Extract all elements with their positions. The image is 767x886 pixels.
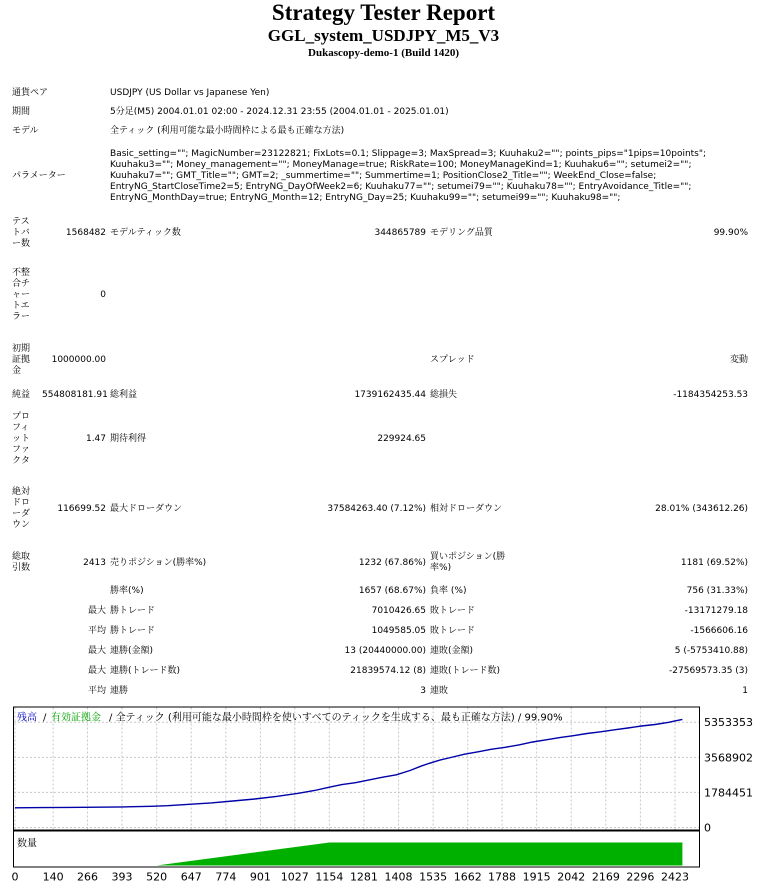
y-tick-label: 3568902 xyxy=(704,751,753,765)
x-tick-label: 1788 xyxy=(488,870,517,884)
trades-value: 2413 xyxy=(83,557,107,568)
gross-profit-value: 1739162435.44 xyxy=(354,389,427,400)
win-value: 1657 (68.67%) xyxy=(358,585,427,596)
legend-balance: 残高 xyxy=(17,712,37,724)
avg-label: 平均 xyxy=(88,685,107,696)
model-label: モデル xyxy=(12,125,39,136)
mismatch-label: 不整合チャートエラー xyxy=(12,267,31,322)
x-tick-label: 1281 xyxy=(349,870,378,884)
gross-loss-value: -1184354253.53 xyxy=(673,389,749,400)
loss-label: 負率 (%) xyxy=(430,585,467,596)
ticks-value: 344865789 xyxy=(374,227,427,238)
avg-cons-loss-value: 1 xyxy=(742,685,749,696)
x-tick-label: 1154 xyxy=(315,870,344,884)
avg-label: 平均 xyxy=(88,625,107,636)
server-build: Dukascopy-demo-1 (Build 1420) xyxy=(308,47,459,59)
params-value: Basic_setting=""; MagicNumber=23122821; FixLots=0.1; Slippage=3; MaxSpread=3; Kuuhaku2=""; points_pips="1pips=10points"; Kuuhaku3=""; Money_management=""; MoneyManage=true; RiskRate=100; MoneyManageKind=1; Kuuhaku6=""; setumei2=""; Kuuhaku7=""; GMT_Title=""; GMT=2; _summertime=""; Summertime=1; PositionClose2_Title=""; WeekEnd_Close=false; EntryNG_StartCloseTime2=5; EntryNG_DayOfWeek2=6; Kuuhaku77=""; setumei79=""; Kuuhaku78=""; EntryAvoidance_Title=""; EntryNG_MonthDay=true; EntryNG_Month=12; EntryNG_Day=25; Kuuhaku99=""; setumei99=""; Kuuhaku98=""; xyxy=(110,148,707,203)
cons-losses-money-value: 5 (-5753410.88) xyxy=(674,645,749,656)
expected-label: 期待利得 xyxy=(110,433,147,444)
params-label: パラメーター xyxy=(12,170,66,181)
max-loss-label: 敗トレード xyxy=(430,605,476,616)
x-tick-label: 140 xyxy=(42,870,64,884)
max-win-label: 勝トレード xyxy=(110,605,156,616)
avg-win-label: 勝トレード xyxy=(110,625,156,636)
bars-value: 1568482 xyxy=(65,227,107,238)
gross-profit-label: 総利益 xyxy=(110,389,138,400)
report-title: Strategy Tester Report xyxy=(271,0,496,25)
trades-label: 総取引数 xyxy=(12,552,31,573)
bars-label: テストバー数 xyxy=(12,216,31,249)
net-value: 554808181.91 xyxy=(42,389,108,400)
max-label: 最大 xyxy=(88,645,107,656)
rel-dd-value: 28.01% (343612.26) xyxy=(655,503,749,514)
short-label: 売りポジション(勝率%) xyxy=(110,557,207,568)
quality-label: モデリング品質 xyxy=(430,227,493,238)
avg-cons-loss-label: 連敗 xyxy=(430,685,449,696)
x-tick-label: 2296 xyxy=(626,870,655,884)
period-value: 5分足(M5) 2004.01.01 02:00 - 2024.12.31 23:55 (2004.01.01 - 2025.01.01) xyxy=(110,106,449,117)
pf-label: プロフィットファクタ xyxy=(12,411,31,466)
avg-loss-value: -1566606.16 xyxy=(690,625,749,636)
symbol-value: USDJPY (US Dollar vs Japanese Yen) xyxy=(110,87,270,98)
legend-desc: / 全ティック (利用可能な最小時間枠を使いすべてのティックを生成する、最も正確な方法) / 99.90% xyxy=(109,712,563,724)
avg-cons-win-label: 連勝 xyxy=(110,685,129,696)
deposit-value: 1000000.00 xyxy=(51,354,107,365)
win-label: 勝率(%) xyxy=(110,585,144,596)
y-axis-labels xyxy=(704,716,753,834)
short-value: 1232 (67.86%) xyxy=(358,557,427,568)
model-value: 全ティック (利用可能な最小時間枠による最も正確な方法) xyxy=(110,125,345,136)
max-dd-label: 最大ドローダウン xyxy=(110,503,183,514)
max-label: 最大 xyxy=(88,605,107,616)
period-label: 期間 xyxy=(12,106,31,117)
mismatch-value: 0 xyxy=(100,289,107,300)
x-tick-label: 393 xyxy=(111,870,133,884)
x-tick-label: 1027 xyxy=(280,870,309,884)
avg-win-value: 1049585.05 xyxy=(371,625,427,636)
abs-dd-value: 116699.52 xyxy=(57,503,107,514)
max-dd-value: 37584263.40 (7.12%) xyxy=(327,503,427,514)
legend-equity: 有効証拠金 xyxy=(51,712,101,724)
x-tick-label: 647 xyxy=(180,870,202,884)
x-tick-label: 1535 xyxy=(419,870,448,884)
y-tick-label: 0 xyxy=(704,821,711,835)
x-tick-label: 901 xyxy=(249,870,271,884)
x-tick-label: 1662 xyxy=(453,870,482,884)
x-tick-label: 1915 xyxy=(522,870,551,884)
symbol-label: 通貨ペア xyxy=(12,87,49,98)
balance-chart xyxy=(13,706,753,886)
max-win-value: 7010426.65 xyxy=(371,605,427,616)
deposit-label: 初期証拠金 xyxy=(12,343,31,376)
cons-loss-value: -27569573.35 (3) xyxy=(669,665,749,676)
x-tick-label: 0 xyxy=(11,870,19,884)
gross-loss-label: 総損失 xyxy=(430,389,458,400)
expected-value: 229924.65 xyxy=(377,433,427,444)
cons-loss-label: 連敗(トレード数) xyxy=(430,665,501,676)
x-tick-label: 2423 xyxy=(661,870,690,884)
report-table xyxy=(10,83,750,701)
expert-name: GGL_system_USDJPY_M5_V3 xyxy=(267,26,500,45)
long-value: 1181 (69.52%) xyxy=(680,557,749,568)
spread-value: 変動 xyxy=(730,354,749,365)
y-tick-label: 1784451 xyxy=(704,786,753,800)
rel-dd-label: 相対ドローダウン xyxy=(430,503,503,514)
x-tick-label: 2042 xyxy=(557,870,586,884)
abs-dd-label: 絶対ドローダウン xyxy=(12,487,31,530)
max-loss-value: -13171279.18 xyxy=(684,605,749,616)
quality-value: 99.90% xyxy=(713,227,749,238)
x-tick-label: 774 xyxy=(215,870,237,884)
cons-wins-money-label: 連勝(金額) xyxy=(110,645,154,656)
x-tick-label: 266 xyxy=(76,870,98,884)
cons-wins-money-value: 13 (20440000.00) xyxy=(344,645,427,656)
x-tick-label: 520 xyxy=(146,870,168,884)
x-tick-label: 1408 xyxy=(384,870,413,884)
y-tick-label: 5353353 xyxy=(704,716,753,730)
x-tick-label: 2169 xyxy=(591,870,620,884)
cons-profit-label: 連勝(トレード数) xyxy=(110,665,181,676)
legend-sep: / xyxy=(43,712,47,724)
avg-cons-win-value: 3 xyxy=(420,685,427,696)
net-label: 純益 xyxy=(12,389,31,400)
max-label: 最大 xyxy=(88,665,107,676)
long-label: 買いポジション(勝率%) xyxy=(430,552,506,573)
plot-frame xyxy=(14,707,700,830)
spread-label: スプレッド xyxy=(430,354,475,365)
loss-value: 756 (31.33%) xyxy=(686,585,749,596)
pf-value: 1.47 xyxy=(85,433,107,444)
x-axis-labels xyxy=(12,871,690,884)
volume-label: 数量 xyxy=(17,838,37,850)
avg-loss-label: 敗トレード xyxy=(430,625,476,636)
cons-profit-value: 21839574.12 (8) xyxy=(350,665,427,676)
cons-losses-money-label: 連敗(金額) xyxy=(430,645,474,656)
ticks-label: モデルティック数 xyxy=(110,227,181,238)
